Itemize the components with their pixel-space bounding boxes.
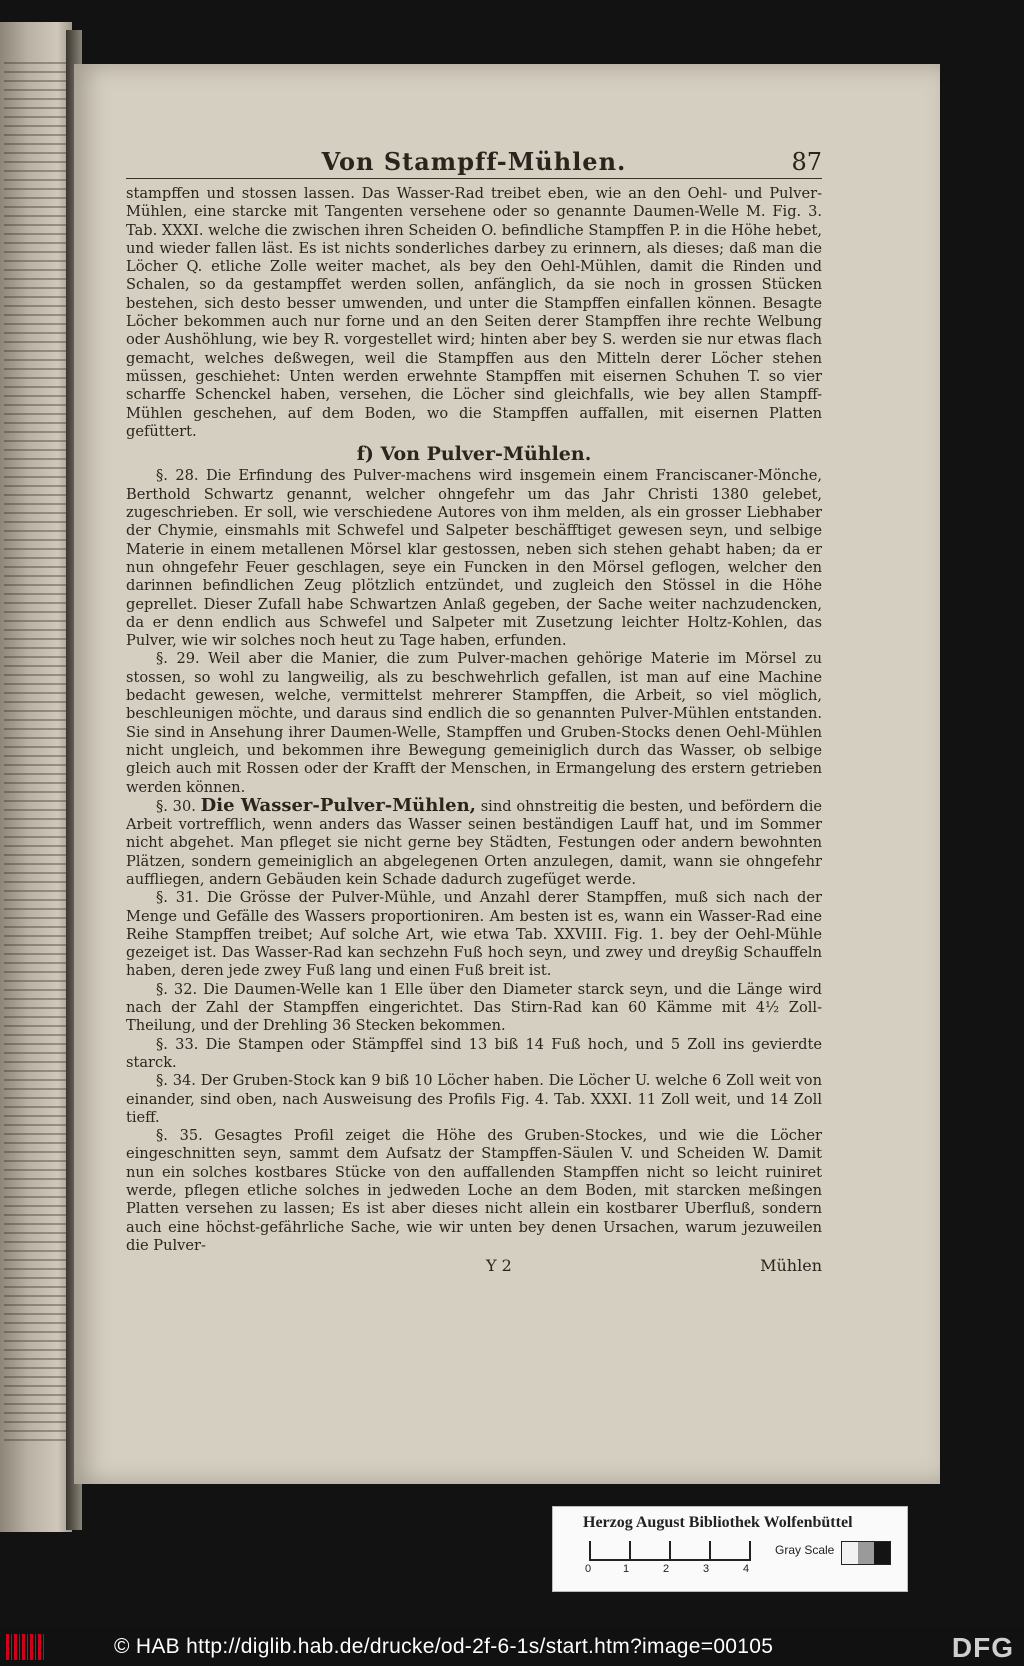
catchword: Mühlen [760,1256,822,1276]
scale-tick-3: 3 [703,1563,710,1575]
dfg-logo: DFG [951,1632,1014,1663]
book-page [74,64,940,1484]
paragraph-30-number: §. 30. [156,797,196,815]
paragraph-30-emphasis: Die Wasser-Pulver-Mühlen, [200,794,476,816]
measurement-scale [589,1541,751,1561]
gray-scale-label: Gray Scale [775,1543,835,1557]
section-heading: f) Von Pulver-Mühlen. [356,443,592,466]
body-text [126,185,822,1276]
library-label-card [552,1506,908,1592]
paragraph-30 [126,794,822,889]
scale-tick-4: 4 [743,1563,750,1575]
running-header [126,144,822,179]
footer-url[interactable]: © HAB http://diglib.hab.de/drucke/od-2f-6-1s/start.htm?image=00105 [114,1635,774,1658]
scale-tick-1: 1 [623,1563,630,1575]
scale-tick-2: 2 [663,1563,670,1575]
paragraph-35: §. 35. Gesagtes Profil zeiget die Höhe des Gruben-Stockes, und wie die Löcher eingeschnitten seyn, sammt dem Aufsatz der Stampffen-Säulen V. und Scheiden W. Damit nun ein solches kostbares Stücke von den auffallenden Stampffen nicht so leicht ruiniret werde, pflegen etliche solches in jedweden Loche an dem Boden, mit starcken meßingen Platten versehen zu lassen; Es ist aber dieses nicht allein ein kostbarer Uberfluß, sondern auch eine höchst-gefährliche Sache, wie wir unten bey denen Ursachen, warum jezuweilen die Pulver- [126,1127,822,1254]
library-name: Herzog August Bibliothek Wolfenbüttel [583,1514,853,1531]
paragraph-30-text: sind ohnstreitig die besten, und befördern die Arbeit vortrefflich, wenn anders das Wasser seinen beständigen Lauff hat, und im Sommer nicht abgehet. Man pfleget sie nicht gerne bey Städten, Festungen oder andern bewohnten Plätzen, sondern gemeiniglich an abgelegenen Orten anzulegen, damit, wann sie ohngefehr auffliegen, andern Gebäuden kein Schade dadurch zugefüget werde. [126,797,822,888]
paragraph-28: §. 28. Die Erfindung des Pulver-machens wird insgemein einem Franciscaner-Mönche, Berthold Schwartz genannt, welcher ohngefehr um das Jahr Christi 1380 gelebet, zugeschrieben. Er soll, wie verschiedene Autores von ihm melden, als ein grosser Liebhaber der Chymie, einsmahls mit Schwefel und Salpeter beschäfftiget gewesen seyn, und selbige Materie in einem metallenen Mörsel klar gestossen, neben sich stehen gehabt haben; da er nun ohngefehr Feuer geschlagen, seye ein Funcken in den Mörsel geflogen, welcher den darinnen befindlichen Zeug plötzlich entzündet, und zugleich den Stössel in die Höhe geprellet. Dieser Zufall habe Schwartzen Anlaß gegeben, der Sache weiter nachzudencken, da er denn endlich aus Schwefel und Salpeter mit Zusetzung leichter Holtz-Kohlen, das Pulver, wie wir solches noch heut zu Tage haben, erfunden. [126,467,822,650]
paragraph-33: §. 33. Die Stampen oder Stämpffel sind 13 biß 14 Fuß hoch, und 5 Zoll ins gevierdte starck. [126,1035,822,1071]
hab-barcode-icon [6,1634,46,1660]
paragraph-continuation: stampffen und stossen lassen. Das Wasser-Rad treibet eben, wie an den Oehl- und Pulver-Mühlen, eine starcke mit Tangenten versehene oder so genannte Daumen-Welle M. Fig. 3. Tab. XXXI. welche die zwischen ihren Scheiden O. befindliche Stampffen P. in die Höhe hebet, und wieder fallen läst. Es ist nichts sonderliches darbey zu erinnern, als dieses; daß man die Löcher Q. etliche Zolle weiter machet, als bey den Oehl-Mühlen, damit die Rinden und Schalen, so da gestampffet werden sollen, anfänglich, da sie noch in grossen Stücken bestehen, sich desto besser umwenden, und unter die Stampffen einfallen können. Besagte Löcher bekommen auch nur forne und an den Seiten derer Stampffen ihre rechte Welbung oder Aushöhlung, wie bey R. vorgestellet wird; hinten aber bey S. werden sie nur etwas flach gemacht, welches deßwegen, weil die Stampffen aus den Mitteln derer Löcher stehen müssen, geschiehet: Unten werden erwehnte Stampffen mit eisernen Schuhen T. so vier scharffe Schenckel haben, versehen, die Löcher sind gleichfalls, wie bey allen Stampff-Mühlen geschehen, auf dem Boden, wo die Stampffen auffallen, mit eisernen Platten gefüttert. [126,185,822,440]
paragraph-29: §. 29. Weil aber die Manier, die zum Pulver-machen gehörige Materie im Mörsel zu stossen, so wohl zu langweilig, als zu beschwehrlich gefallen, ist man auf eine Machine bedacht gewesen, welche, vermittelst mehrerer Stampffen, die Arbeit, so viel möglich, beschleunigen möchte, und daraus sind endlich die so genannten Pulver-Mühlen entstanden. Sie sind in Ansehung ihrer Daumen-Welle, Stampffen und Gruben-Stocks denen Oehl-Mühlen nicht ungleich, und bekommen ihre Bewegung gemeiniglich durch das Wasser, ob selbige gleich auch mit Rossen oder der Krafft der Menschen, in Ermangelung des erstern getrieben werden können. [126,650,822,796]
paragraph-32: §. 32. Die Daumen-Welle kan 1 Elle über den Diameter starck seyn, und die Länge wird nach der Zahl der Stampffen eingerichtet. Das Stirn-Rad kan 60 Kämme mit 4½ Zoll-Theilung, und der Drehling 36 Stecken bekommen. [126,980,822,1035]
header-title: Von Stampff-Mühlen. [321,147,627,176]
scale-tick-0: 0 [585,1563,592,1575]
signature-mark: Y 2 [486,1256,512,1276]
paragraph-31: §. 31. Die Grösse der Pulver-Mühle, und Anzahl derer Stampffen, muß sich nach der Menge und Gefälle des Wassers proportioniren. Am besten ist es, wann ein Wasser-Rad eine Reihe Stampffen treibet; Auf solche Art, wie etwa Tab. XXVIII. Fig. 1. bey der Oehl-Mühle gezeiget ist. Das Wasser-Rad kan sechzehn Fuß hoch seyn, und zwey und dreyßig Schauffeln haben, deren jede zwey Fuß lang und einen Fuß breit ist. [126,889,822,980]
page-number: 87 [791,148,822,176]
gray-scale-swatch [841,1541,891,1565]
left-page-edge [0,22,72,1532]
page-footer-line [126,1257,822,1275]
paragraph-34: §. 34. Der Gruben-Stock kan 9 biß 10 Löcher haben. Die Löcher U. welche 6 Zoll weit von einander, sind oben, nach Ausweisung des Profils Fig. 4. Tab. XXXI. 11 Zoll weit, und 14 Zoll tieff. [126,1072,822,1126]
page-content [126,144,822,1276]
footer-bar [0,1628,1024,1666]
